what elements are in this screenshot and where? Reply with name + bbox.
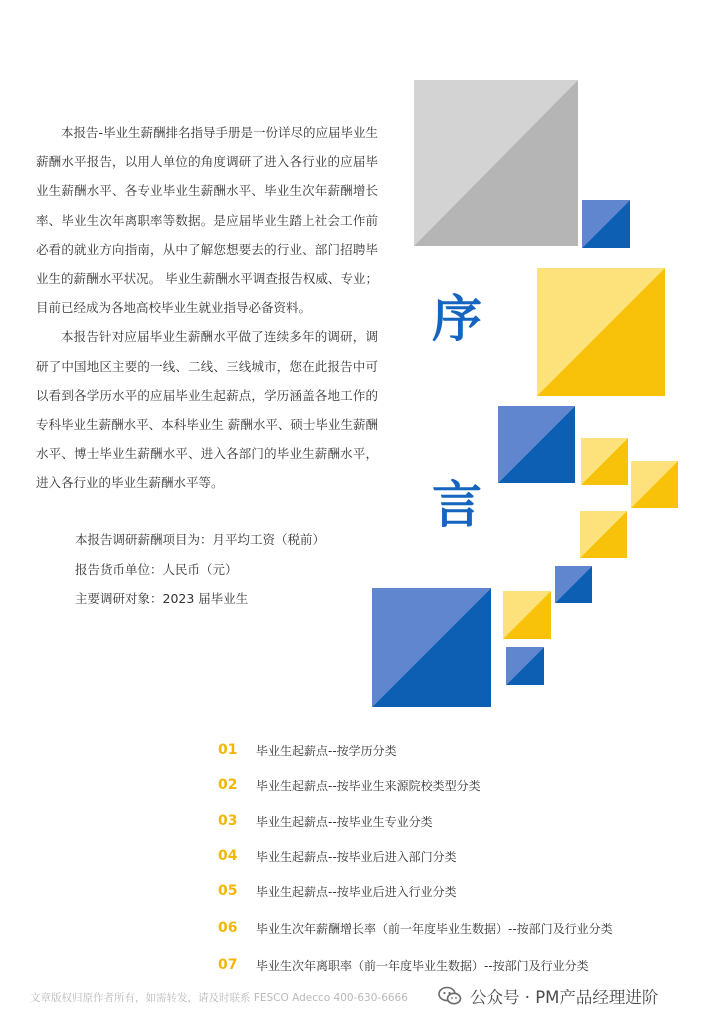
wechat-account-watermark — [438, 982, 658, 1010]
toc-number: 02 — [218, 777, 238, 793]
toc-label: 毕业生起薪点--按毕业后进入行业分类 — [256, 884, 457, 899]
toc-label: 毕业生次年离职率（前一年度毕业生数据）--按部门及行业分类 — [256, 958, 589, 973]
wechat-icon — [438, 986, 462, 1006]
intro-paragraph-2: 本报告针对应届毕业生薪酬水平做了连续多年的调研，调研了中国地区主要的一线、二线、三线城市，您在此报告中可以看到各学历水平的应届毕业生起薪点，学历涵盖各地工作的专科毕业生薪酬水平、本科毕业生 薪酬水平、硕士毕业生薪酬水平、博士毕业生薪酬水平、进入各部门的毕业生薪酬水平，进入各行业的毕业生薪酬水平等。 — [36, 329, 378, 491]
title-char-xu: 序 — [432, 290, 482, 348]
yellow-square-small-4 — [503, 591, 551, 639]
toc-label: 毕业生起薪点--按学历分类 — [256, 743, 397, 758]
meta-currency: 报告货币单位：人民币（元） — [75, 561, 238, 577]
toc-item-07[interactable] — [218, 951, 589, 979]
toc-item-03[interactable] — [218, 807, 433, 835]
wechat-account-name: 公众号 · PM产品经理进阶 — [470, 988, 659, 1007]
toc-item-01[interactable] — [218, 736, 397, 764]
toc-label: 毕业生起薪点--按毕业生专业分类 — [256, 814, 433, 829]
toc-number: 05 — [218, 883, 238, 899]
toc-number: 03 — [218, 813, 238, 829]
toc-item-05[interactable] — [218, 877, 457, 905]
yellow-square-small-1 — [581, 438, 628, 485]
blue-square-small-2 — [555, 566, 592, 603]
toc-number: 04 — [218, 848, 238, 864]
title-char-yan: 言 — [432, 476, 482, 534]
meta-salary-item: 本报告调研薪酬项目为：月平均工资（税前） — [75, 532, 326, 547]
toc-number: 06 — [218, 920, 238, 936]
toc-item-06[interactable] — [218, 914, 613, 942]
blue-square-small-1 — [582, 200, 630, 248]
toc-label: 毕业生起薪点--按毕业后进入部门分类 — [256, 849, 457, 864]
yellow-square-small-3 — [580, 511, 627, 558]
yellow-square-large — [537, 268, 665, 396]
gray-square — [414, 80, 578, 246]
toc-label: 毕业生起薪点--按毕业生来源院校类型分类 — [256, 778, 481, 793]
blue-square-large — [372, 588, 491, 707]
toc-item-04[interactable] — [218, 842, 457, 870]
meta-target: 主要调研对象：2023 届毕业生 — [75, 591, 249, 606]
toc-number: 01 — [218, 742, 238, 758]
toc-label: 毕业生次年薪酬增长率（前一年度毕业生数据）--按部门及行业分类 — [256, 921, 613, 936]
intro-paragraph-1: 本报告-毕业生薪酬排名指导手册是一份详尽的应届毕业生薪酬水平报告，以用人单位的角度调研了进入各行业的应届毕业生薪酬水平、各专业毕业生薪酬水平、毕业生次年薪酬增长率、毕业生次年离职率等数据。是应届毕业生踏上社会工作前必看的就业方向指南，从中了解您想要去的行业、部门招聘毕业生的薪酬水平状况。 毕业生薪酬水平调查报告权威、专业；目前已经成为各地高校毕业生就业指导必备资料。 — [36, 125, 379, 316]
copyright-note: 文章版权归原作者所有，如需转发，请及时联系 FESCO Adecco 400-630-6666 — [30, 992, 408, 1004]
blue-square-small-3 — [506, 647, 544, 685]
blue-square-medium — [498, 406, 575, 483]
toc-item-02[interactable] — [218, 771, 481, 799]
toc-number: 07 — [218, 957, 238, 973]
yellow-square-small-2 — [631, 461, 678, 508]
